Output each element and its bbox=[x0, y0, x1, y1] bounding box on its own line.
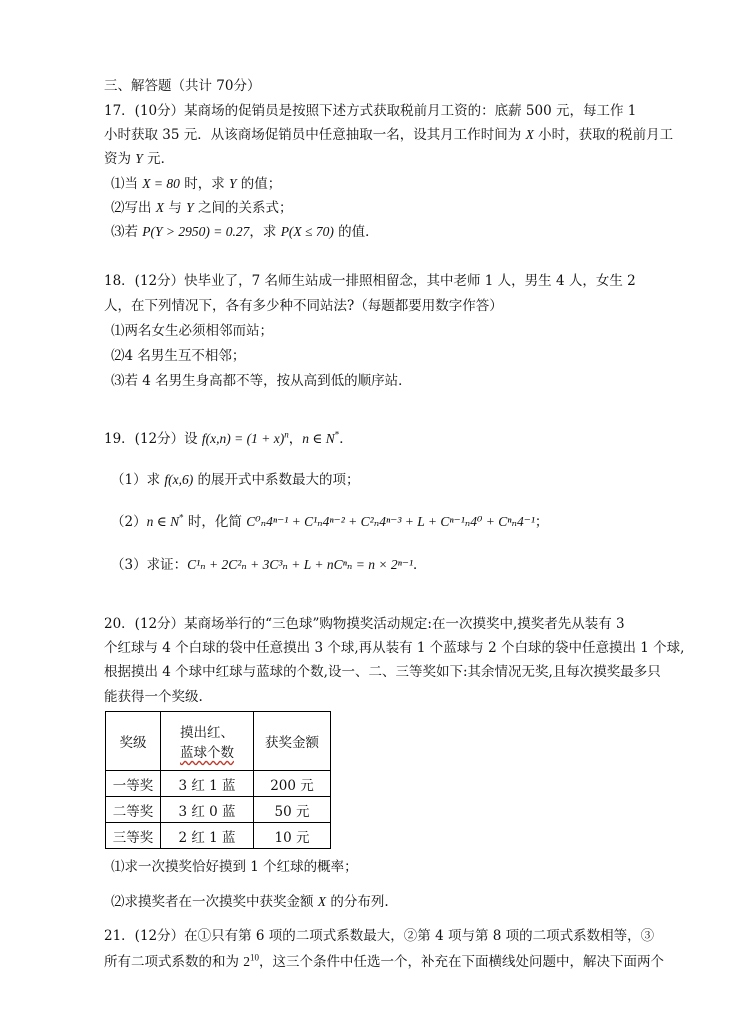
q20-line-3: 根据摸出 4 个球中红球与蓝球的个数,设一、二、三等奖如下:其余情况无奖,且每次摸奖最多只 bbox=[104, 664, 661, 680]
cell-level: 二等奖 bbox=[106, 797, 161, 823]
q18-part-1: ⑴两名女生必须相邻而站； bbox=[111, 323, 273, 339]
cell-level: 一等奖 bbox=[106, 771, 161, 797]
q20-line-2: 个红球与 4 个白球的袋中任意摸出 3 个球,再从装有 1 个蓝球与 2 个白球的袋中任意摸出 1 个球, bbox=[104, 640, 685, 656]
q17-part-1: ⑴当 X = 80 时，求 Y 的值； bbox=[111, 176, 282, 192]
q19-part-2: （2）n ∈ N* 时，化简 C⁰ₙ4ⁿ⁻¹ + C¹ₙ4ⁿ⁻² + C²ₙ4ⁿ⁻³ + L + Cⁿ⁻¹ₙ4⁰ + Cⁿₙ4⁻¹； bbox=[111, 512, 549, 530]
q17-line-2: 小时获取 35 元．从该商场促销员中任意抽取一名，设其月工作时间为 X 小时，获取的税前月工 bbox=[104, 127, 674, 143]
cell-amount: 50 元 bbox=[254, 797, 331, 823]
q19-part-3: （3）求证：C¹ₙ + 2C²ₙ + 3C³ₙ + L + nCⁿₙ = n × 2ⁿ⁻¹． bbox=[111, 557, 427, 573]
q18-line-1: 18．(12分）快毕业了，7 名师生站成一排照相留念，其中老师 1 人，男生 4 人，女生 2 bbox=[104, 273, 636, 289]
q17-line-1: 17．(10分）某商场的促销员是按照下述方式获取税前月工资的：底薪 500 元，每工作 1 bbox=[104, 103, 637, 119]
section-title: 三、解答题（共计 70分） bbox=[104, 78, 261, 94]
table-row bbox=[106, 771, 331, 797]
q18-line-2: 人，在下列情况下，各有多少种不同站法?（每题都要用数字作答） bbox=[104, 298, 503, 314]
q20-line-1: 20．(12分）某商场举行的“三色球”购物摸奖活动规定:在一次摸奖中,摸奖者先从装有 3 bbox=[104, 616, 625, 632]
header-amount: 获奖金额 bbox=[254, 712, 331, 771]
header-ball-count: 摸出红、 蓝球个数 bbox=[161, 712, 254, 771]
q21-line-2: 所有二项式系数的和为 $2^{10}$，这三个条件中任选一个，补充在下面横线处问题中，解决下面两个 bbox=[104, 952, 665, 970]
prize-table bbox=[105, 711, 331, 849]
q18-part-2: ⑵4 名男生互不相邻； bbox=[111, 348, 246, 364]
cell-balls: 3 红 0 蓝 bbox=[161, 797, 254, 823]
table-row bbox=[106, 797, 331, 823]
q17-part-3: ⑶若 P(Y > 2950) = 0.27，求 P(X ≤ 70) 的值． bbox=[111, 224, 379, 240]
cell-balls: 3 红 1 蓝 bbox=[161, 771, 254, 797]
cell-amount: 10 元 bbox=[254, 823, 331, 849]
q17-part-2: ⑵写出 X 与 Y 之间的关系式； bbox=[111, 200, 293, 216]
q18-part-3: ⑶若 4 名男生身高都不等，按从高到低的顺序站． bbox=[111, 373, 412, 389]
q19-line-1: 19．(12分）设 $f(x,n) = (1 + x)^n$，n ∈ N*． bbox=[104, 429, 353, 447]
q19-part-1: （1）求 f(x,6) 的展开式中系数最大的项； bbox=[111, 472, 360, 488]
q21-line-1: 21．(12分）在①只有第 6 项的二项式系数最大，②第 4 项与第 8 项的二项式系数相等，③ bbox=[104, 928, 655, 944]
table-header-row bbox=[106, 712, 331, 771]
cell-level: 三等奖 bbox=[106, 823, 161, 849]
header-level: 奖级 bbox=[106, 712, 161, 771]
cell-amount: 200 元 bbox=[254, 771, 331, 797]
table-row bbox=[106, 823, 331, 849]
q20-part-1: ⑴求一次摸奖恰好摸到 1 个红球的概率； bbox=[111, 859, 358, 875]
q17-line-3: 资为 Y 元． bbox=[104, 151, 175, 167]
cell-balls: 2 红 1 蓝 bbox=[161, 823, 254, 849]
q20-part-2: ⑵求摸奖者在一次摸奖中获奖金额 X 的分布列. bbox=[111, 894, 389, 910]
q20-line-4: 能获得一个奖级. bbox=[104, 689, 203, 705]
